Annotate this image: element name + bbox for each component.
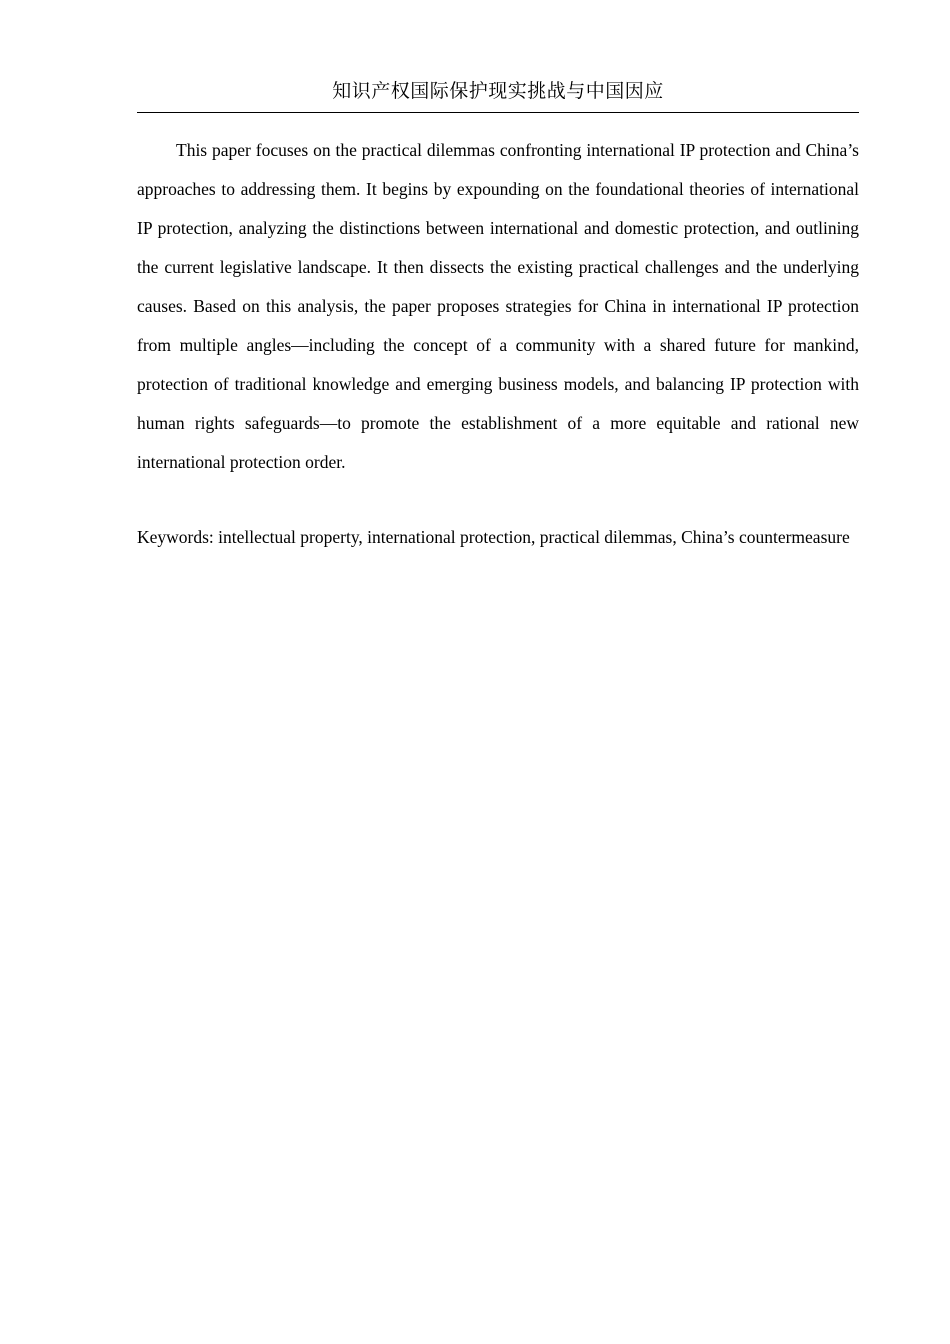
- keywords-paragraph: Keywords: intellectual property, international protection, practical dilemmas, China’s countermeasure: [137, 527, 850, 547]
- page-header: [137, 78, 859, 113]
- running-title: 知识产权国际保护现实挑战与中国因应: [332, 81, 664, 102]
- abstract-content: [137, 126, 859, 557]
- abstract-paragraph: This paper focuses on the practical dilemmas confronting international IP protection and China’s approaches to addressing them. It begins by expounding on the foundational theories of international IP protection, analyzing the distinctions between international and domestic protection, and outlining the current legislative landscape. It then dissects the existing practical challenges and the underlying causes. Based on this analysis, the paper proposes strategies for China in international IP protection from multiple angles—including the concept of a community with a shared future for mankind, protection of traditional knowledge and emerging business models, and balancing IP protection with human rights safeguards—to promote the establishment of a more equitable and rational new international protection order.: [137, 140, 859, 472]
